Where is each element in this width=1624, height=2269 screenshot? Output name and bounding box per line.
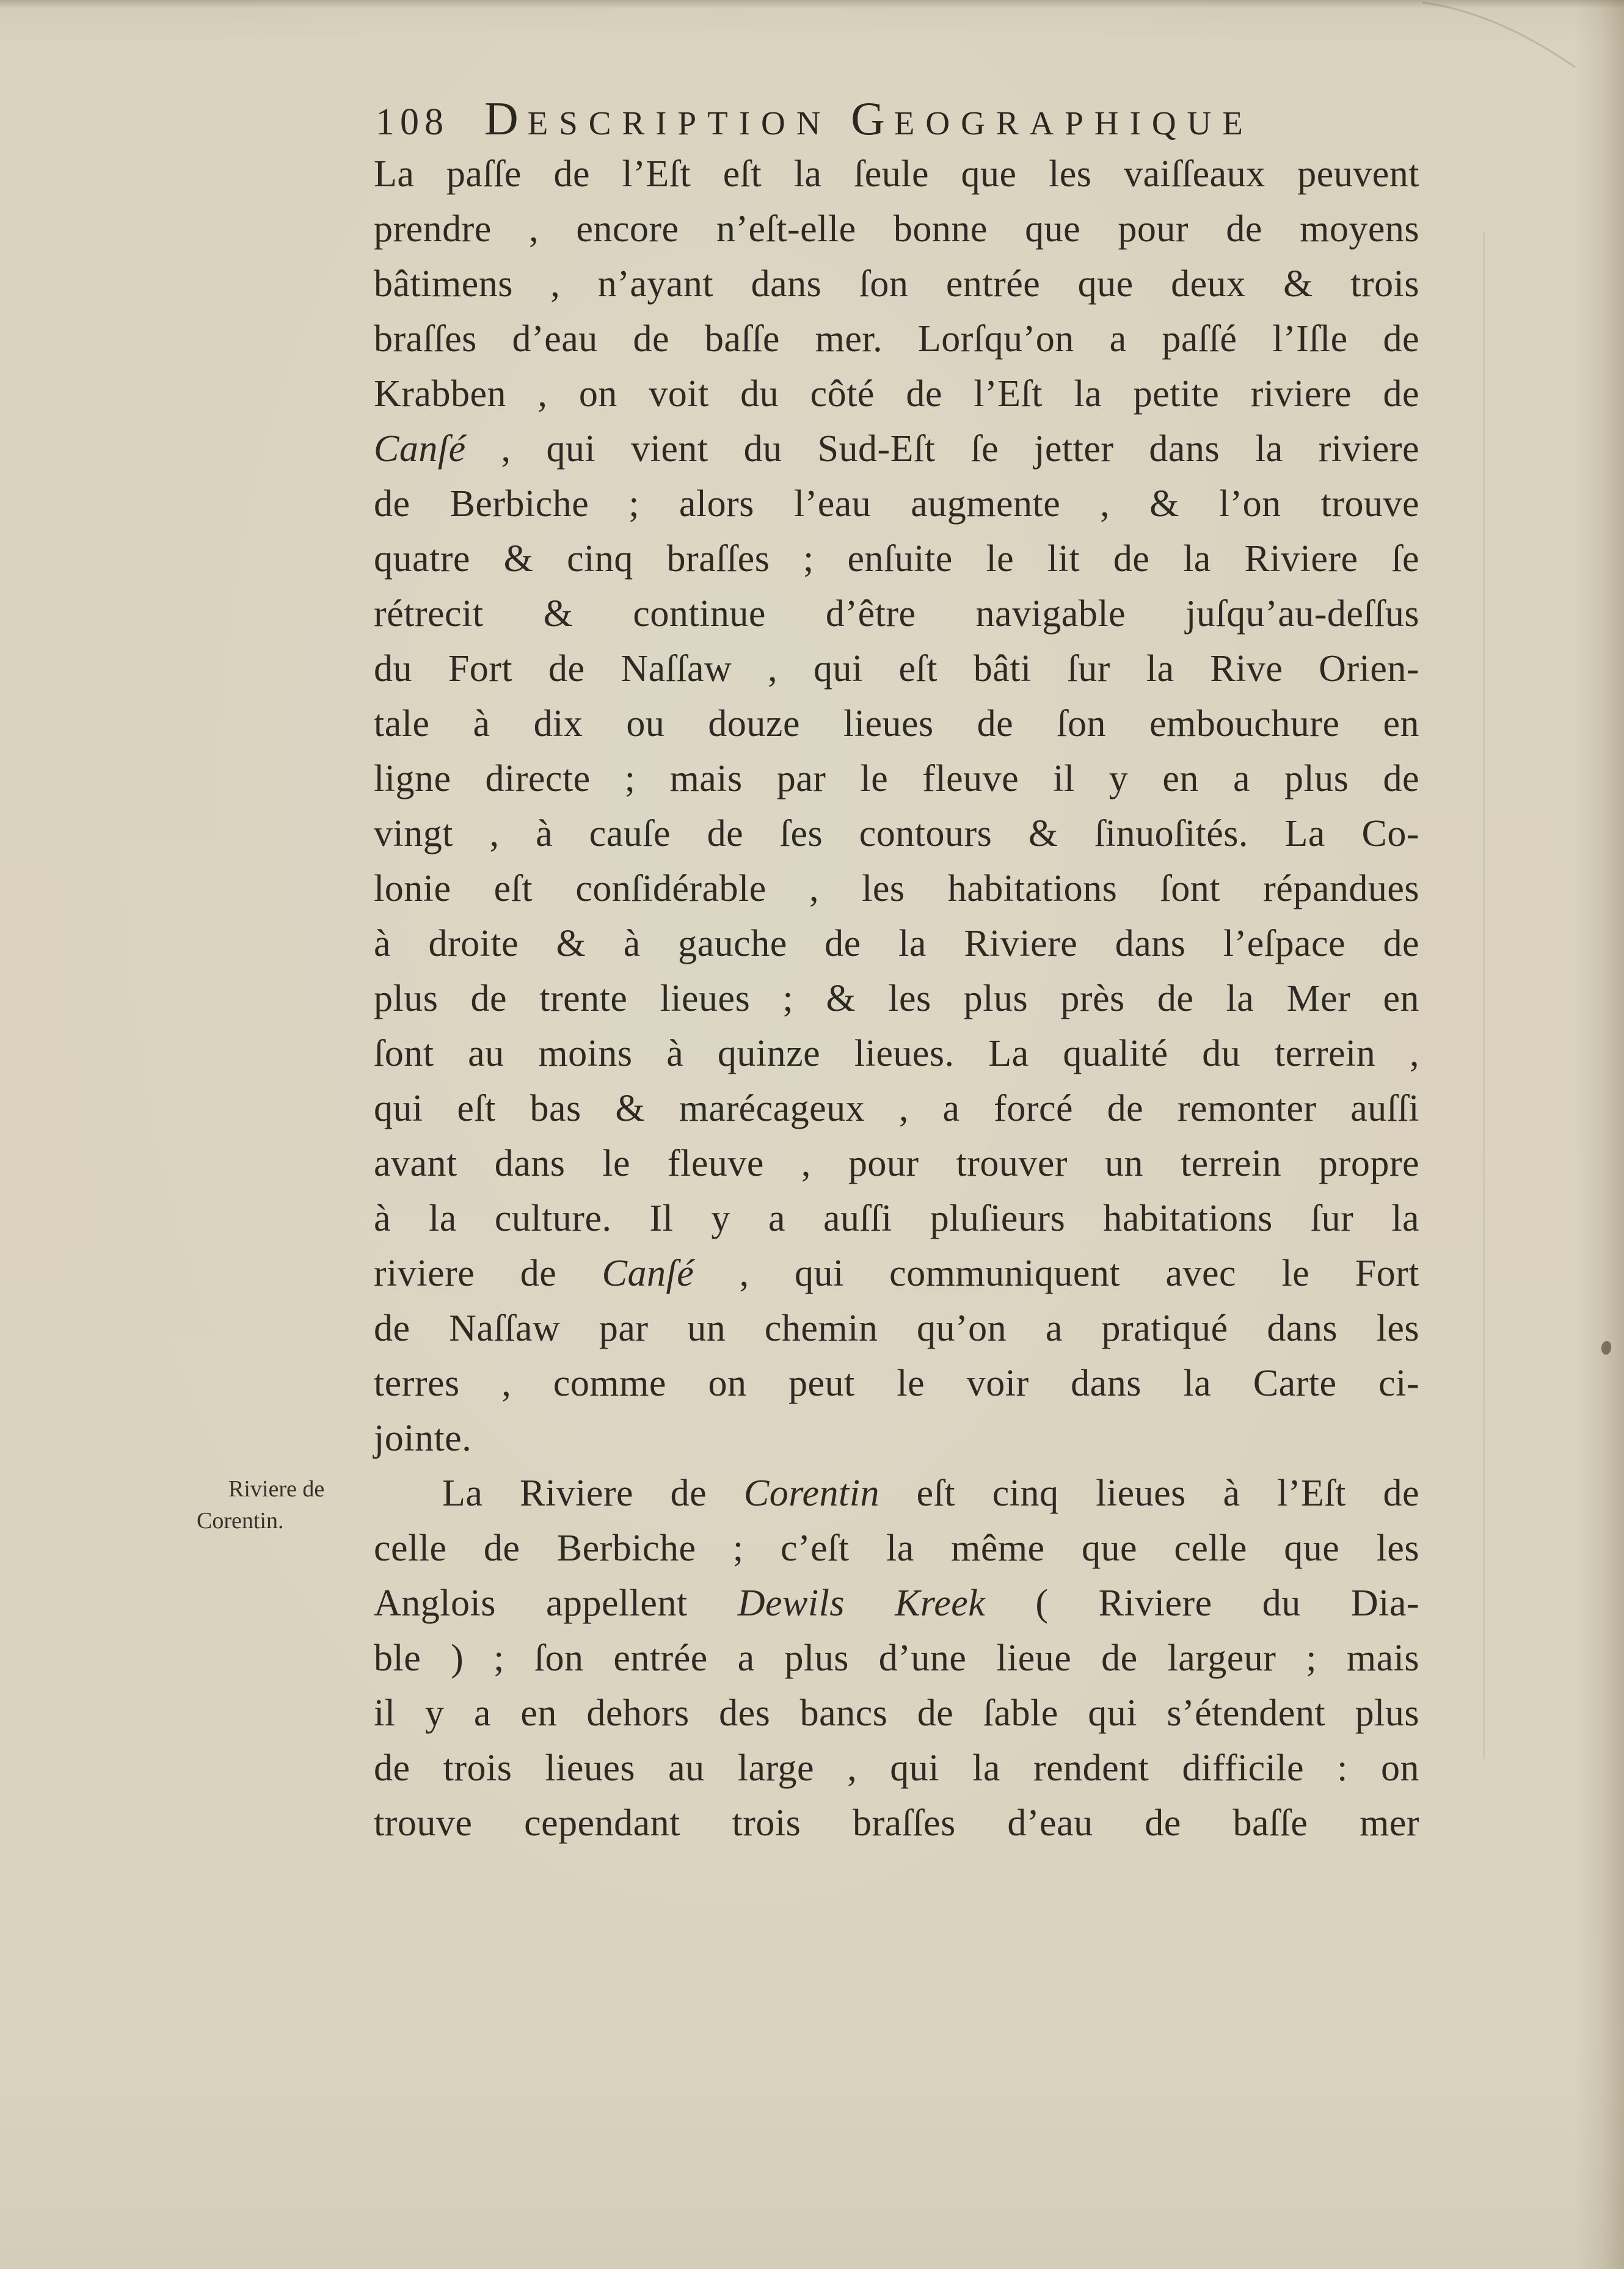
text-line: du Fort de Naſſaw , qui eſt bâti ſur la Rive Orien- <box>374 648 1419 690</box>
text-line: braſſes d’eau de baſſe mer. Lorſqu’on a paſſé l’Iſle de <box>374 318 1419 360</box>
text-line: Canſé , qui vient du Sud-Eſt ſe jetter dans la riviere <box>374 428 1419 470</box>
paragraph-2 <box>374 1466 1419 1851</box>
page-top-edge-shadow <box>0 0 1624 9</box>
text-line: tale à dix ou douze lieues de ſon embouchure en <box>374 703 1419 745</box>
margin-note-line: Corentin. <box>197 1508 284 1534</box>
text-line: Krabben , on voit du côté de l’Eſt la petite riviere de <box>374 373 1419 415</box>
text-line: de Berbiche ; alors l’eau augmente , & l’on trouve <box>374 483 1419 525</box>
text-line: il y a en dehors des bancs de ſable qui s’étendent plus <box>374 1692 1419 1734</box>
text-line: La Riviere de Corentin eſt cinq lieues à l’Eſt de <box>442 1473 1419 1514</box>
text-line: bâtimens , n’ayant dans ſon entrée que deux & trois <box>374 263 1419 305</box>
paragraph-1 <box>374 147 1419 1466</box>
text-line: lonie eſt conſidérable , les habitations ſont répandues <box>374 868 1419 909</box>
page-header <box>376 92 1254 146</box>
text-line: terres , comme on peut le voir dans la Carte ci- <box>374 1363 1419 1404</box>
margin-note <box>197 1473 349 1537</box>
body-text <box>374 147 1419 1851</box>
text-line: ligne directe ; mais par le fleuve il y en a plus de <box>374 758 1419 799</box>
text-line: quatre & cinq braſſes ; enſuite le lit de la Riviere ſe <box>374 538 1419 580</box>
text-line: ble ) ; ſon entrée a plus d’une lieue de largeur ; mais <box>374 1637 1419 1679</box>
page-number: 108 <box>376 101 449 143</box>
text-line: plus de trente lieues ; & les plus près de la Mer en <box>374 978 1419 1019</box>
text-line: à droite & à gauche de la Riviere dans l’eſpace de <box>374 923 1419 964</box>
text-line: vingt , à cauſe de ſes contours & ſinuoſités. La Co- <box>374 813 1419 854</box>
text-line: trouve cependant trois braſſes d’eau de baſſe mer <box>374 1802 1419 1844</box>
text-line: ſont au moins à quinze lieues. La qualité du terrein , <box>374 1033 1419 1074</box>
text-line: La paſſe de l’Eſt eſt la ſeule que les vaiſſeaux peuvent <box>374 153 1419 195</box>
text-line: rétrecit & continue d’être navigable juſqu’au-deſſus <box>374 593 1419 635</box>
text-line: de Naſſaw par un chemin qu’on a pratiqué dans les <box>374 1308 1419 1349</box>
page-right-edge-shadow <box>1575 0 1624 2269</box>
running-title: DESCRIPTION GEOGRAPHIQUE <box>484 92 1254 145</box>
text-line: riviere de Canſé , qui communiquent avec le Fort <box>374 1253 1419 1294</box>
text-line: prendre , encore n’eſt-elle bonne que pour de moyens <box>374 208 1419 250</box>
text-line: avant dans le fleuve , pour trouver un terrein propre <box>374 1143 1419 1184</box>
text-line: jointe. <box>374 1418 472 1459</box>
margin-note-line: Riviere de <box>228 1476 325 1502</box>
page-curl-line <box>1398 0 1581 73</box>
text-line: qui eſt bas & marécageux , a forcé de remonter auſſi <box>374 1088 1419 1129</box>
paper-crease <box>1483 232 1485 1759</box>
text-line: celle de Berbiche ; c’eſt la même que celle que les <box>374 1528 1419 1569</box>
text-line: à la culture. Il y a auſſi pluſieurs habitations ſur la <box>374 1198 1419 1239</box>
text-line: de trois lieues au large , qui la rendent difficile : on <box>374 1747 1419 1789</box>
text-line: Anglois appellent Dewils Kreek ( Riviere du Dia- <box>374 1582 1419 1624</box>
